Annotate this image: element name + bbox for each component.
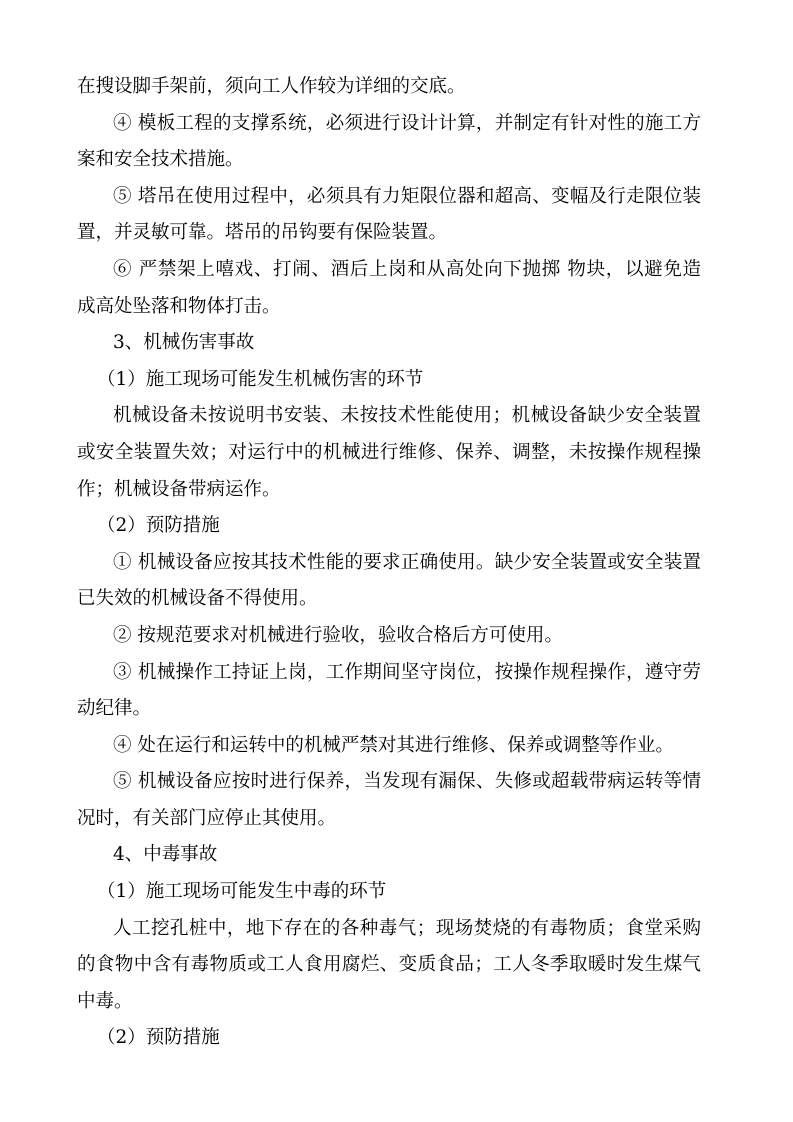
text-line: 置，并灵敏可靠。塔吊的吊钩要有保险装置。 [77,222,448,244]
text-line: 3、机械伤害事故 [113,332,255,354]
text-line: 在搜设脚手架前，须向工人作较为详细的交底。 [77,76,466,97]
paragraph [77,69,701,106]
text-line: 已失效的机械设备不得使用。 [77,588,318,610]
text-line: ④ 模板工程的支撑系统，必须进行设计计算，并制定有针对性的施工方 [113,112,701,134]
paragraph [77,398,701,508]
text-line: （2）预防措施 [97,515,220,537]
paragraph [77,728,701,765]
text-line: （1）施工现场可能发生中毒的环节 [97,881,387,903]
paragraph [77,545,701,618]
text-line: 作；机械设备带病运作。 [77,478,281,500]
text-line: 机械设备未按说明书安装、未按技术性能使用；机械设备缺少安全装置 [113,405,701,427]
paragraph [77,1020,701,1057]
text-line: 4、中毒事故 [113,844,218,866]
text-line: ⑤ 塔吊在使用过程中，必须具有力矩限位器和超高、变幅及行走限位装 [113,185,701,207]
text-line: （1）施工现场可能发生机械伤害的环节 [97,368,424,390]
paragraph [77,508,701,545]
paragraph [77,362,701,399]
text-line: 或安全装置失效；对运行中的机械进行维修、保养、调整，未按操作规程操 [77,441,701,463]
paragraph [77,837,701,874]
paragraph [77,325,701,362]
text-line: 案和安全技术措施。 [77,149,244,171]
text-line: ⑥ 严禁架上嘻戏、打闹、酒后上岗和从高处向下抛掷 物块，以避免造 [113,258,701,280]
text-line: 况时，有关部门应停止其使用。 [77,807,337,829]
text-line: 人工挖孔桩中，地下存在的各种毒气；现场焚烧的有毒物质；食堂采购 [113,917,701,939]
paragraph [77,911,701,1021]
text-line: 成高处坠落和物体打击。 [77,295,281,317]
text-line: ② 按规范要求对机械进行验收，验收合格后方可使用。 [113,624,563,646]
text-line: ⑤ 机械设备应按时进行保养，当发现有漏保、失修或超载带病运转等情 [113,771,701,793]
text-line: ④ 处在运行和运转中的机械严禁对其进行维修、保养或调整等作业。 [113,734,674,756]
text-line: ③ 机械操作工持证上岗，工作期间坚守岗位，按操作规程操作，遵守劳 [113,661,701,683]
paragraph [77,874,701,911]
paragraph [77,106,701,179]
text-line: 的食物中含有毒物质或工人食用腐烂、变质食品；工人冬季取暖时发生煤气 [77,954,701,976]
text-line: 中毒。 [77,990,133,1012]
paragraph [77,764,701,837]
paragraph [77,179,701,252]
text-line: （2）预防措施 [97,1027,220,1049]
paragraph [77,618,701,655]
paragraph [77,655,701,728]
paragraph [77,252,701,325]
text-line: ① 机械设备应按其技术性能的要求正确使用。缺少安全装置或安全装置 [113,551,701,573]
text-line: 动纪律。 [77,698,152,720]
document-page [77,69,701,1057]
